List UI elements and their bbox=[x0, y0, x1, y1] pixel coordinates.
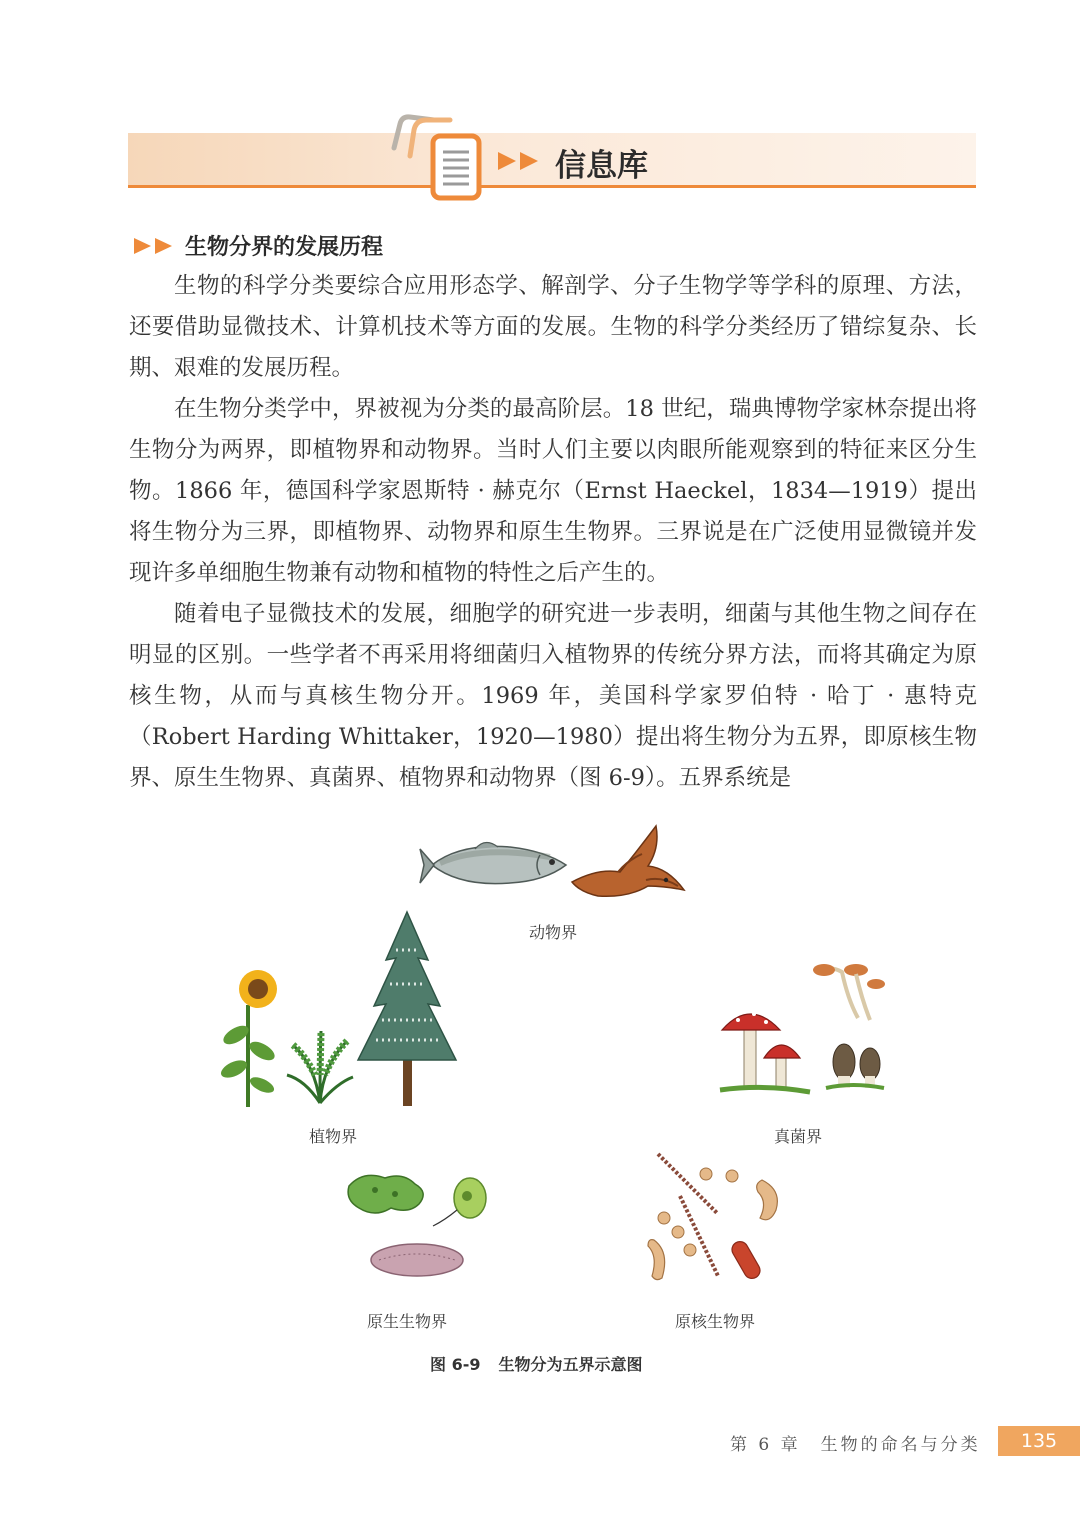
paragraph: 在生物分类学中，界被视为分类的最高阶层。18 世纪，瑞典博物学家林奈提出将生物分为两界，即植物界和动物界。当时人们主要以肉眼所能观察到的特征来区分生物。1866 年，德国科学家恩斯特 · 赫克尔（Ernst Haeckel，1834—1919）提出将生物分为三界，即植物界、动物界和原生生物界。三界说是在广泛使用显微镜并发现许多单细胞生物兼有动物和植物的特性之后产生的。 bbox=[129, 396, 977, 586]
page-number: 135 bbox=[998, 1426, 1080, 1456]
conifer-tree-illustration bbox=[352, 910, 462, 1106]
paragraph: 随着电子显微技术的发展，细胞学的研究进一步表明，细菌与其他生物之间存在明显的区别。一些学者不再采用将细菌归入植物界的传统分界方法，而将其确定为原核生物，从而与真核生物分开。1969 年，美国科学家罗伯特 · 哈丁 · 惠特克（Robert Harding Whittaker，1920—1980）提出将生物分为五界，即原核生物界、原生生物界、真菌界、植物界和动物界（图 6-9）。五界系统是 bbox=[129, 601, 977, 791]
figure-label-plant: 植物界 bbox=[309, 1127, 358, 1146]
footer-chapter-title: 第 6 章 生物的命名与分类 bbox=[730, 1435, 981, 1455]
double-arrow-icon bbox=[496, 150, 542, 172]
page-title: 信息库 bbox=[555, 148, 648, 184]
double-arrow-icon bbox=[133, 236, 175, 256]
morel-mushroom-illustration bbox=[812, 960, 887, 1090]
document-stack-icon bbox=[388, 108, 488, 206]
mushroom-group-illustration bbox=[720, 1000, 810, 1095]
section-heading bbox=[133, 230, 383, 261]
fern-illustration bbox=[285, 1025, 355, 1105]
figure-caption-text: 生物分为五界示意图 bbox=[498, 1355, 643, 1374]
paragraph: 生物的科学分类要综合应用形态学、解剖学、分子生物学等学科的原理、方法，还要借助显微技术、计算机技术等方面的发展。生物的科学分类经历了错综复杂、长期、艰难的发展历程。 bbox=[129, 273, 977, 381]
figure-label-animal: 动物界 bbox=[529, 923, 578, 942]
header-banner bbox=[128, 133, 976, 188]
fish-illustration bbox=[420, 835, 570, 895]
bacteria-illustration bbox=[640, 1148, 790, 1283]
figure-label-prokaryote: 原核生物界 bbox=[675, 1312, 756, 1331]
figure-label-fungi: 真菌界 bbox=[774, 1127, 823, 1146]
protist-illustration bbox=[345, 1168, 495, 1283]
figure-caption bbox=[430, 1352, 643, 1375]
bird-illustration bbox=[568, 820, 686, 900]
article-body bbox=[129, 266, 977, 799]
section-title: 生物分界的发展历程 bbox=[185, 235, 384, 260]
sunflower-illustration bbox=[218, 965, 278, 1110]
figure-caption-number: 图 6-9 bbox=[430, 1355, 481, 1374]
figure-label-protist: 原生生物界 bbox=[367, 1312, 448, 1331]
